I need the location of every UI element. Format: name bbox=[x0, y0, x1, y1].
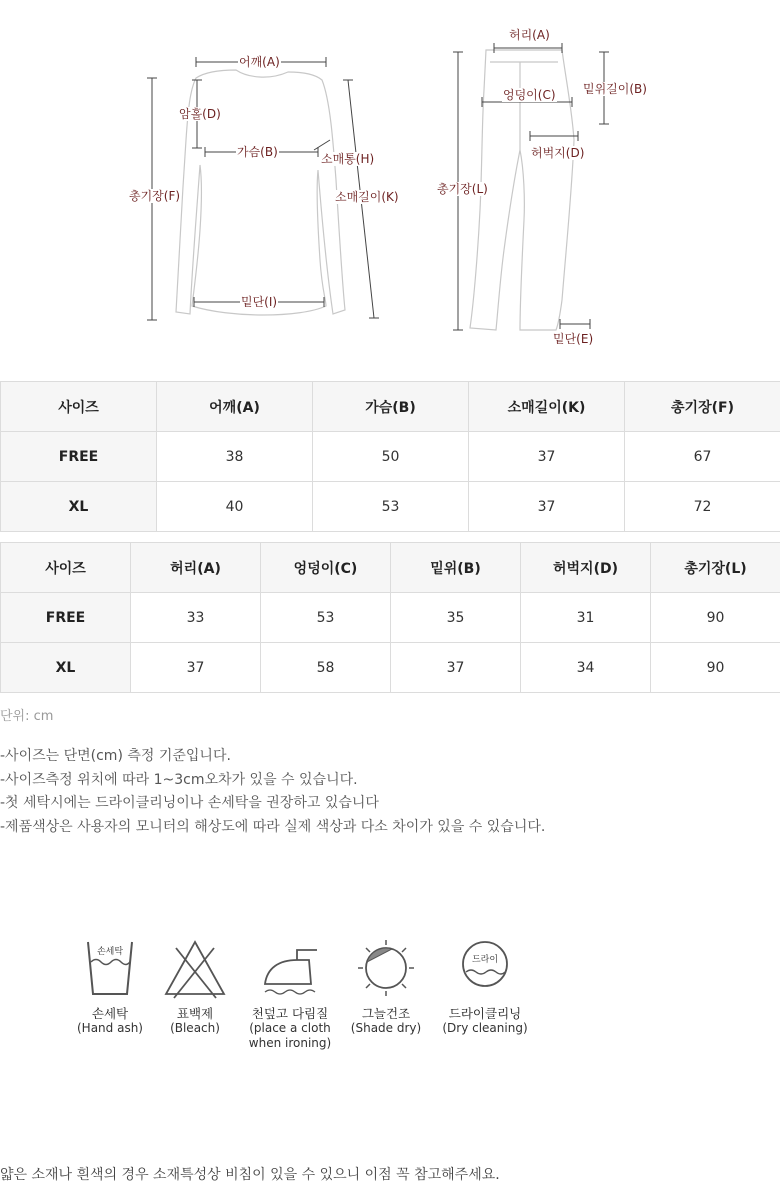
care-label-en: (place a cloth when ironing) bbox=[248, 1021, 332, 1050]
header-cell: 사이즈 bbox=[1, 382, 157, 432]
note-line: -제품색상은 사용자의 모니터의 해상도에 따라 실제 색상과 다소 차이가 있을 수 있습니다. bbox=[0, 818, 546, 835]
value-cell: 37 bbox=[469, 432, 625, 482]
label-sleeve-width: 소매통(H) bbox=[321, 152, 375, 166]
hand-wash-icon bbox=[80, 938, 140, 1000]
table-header-row bbox=[1, 382, 780, 432]
value-cell: 53 bbox=[261, 593, 391, 643]
note-line: -사이즈는 단면(cm) 측정 기준입니다. bbox=[0, 748, 231, 764]
care-label-en: (Hand ash) bbox=[77, 1021, 143, 1035]
note-line: -사이즈측정 위치에 따라 1~3cm오차가 있을 수 있습니다. bbox=[0, 771, 358, 788]
value-cell: 35 bbox=[391, 593, 521, 643]
care-no-bleach bbox=[147, 938, 243, 1036]
care-label-ko: 그늘건조 bbox=[361, 1006, 411, 1021]
label-top-total-length: 총기장(F) bbox=[129, 189, 181, 203]
iron-icon bbox=[257, 938, 323, 1000]
dry-clean-icon bbox=[455, 938, 515, 1000]
table-row bbox=[1, 593, 780, 643]
header-cell: 총기장(L) bbox=[651, 543, 780, 593]
shade-dry-icon bbox=[353, 938, 419, 1000]
care-label-en: (Dry cleaning) bbox=[442, 1021, 528, 1035]
footer-notice: 얇은 소재나 흰색의 경우 소재특성상 비침이 있을 수 있으니 이점 꼭 참고해주세요. bbox=[0, 1167, 500, 1183]
care-shade-dry bbox=[338, 938, 434, 1036]
care-label-ko: 천덮고 다림질 bbox=[251, 1006, 329, 1021]
value-cell: 53 bbox=[313, 482, 469, 532]
value-cell: 31 bbox=[521, 593, 651, 643]
header-cell: 허리(A) bbox=[131, 543, 261, 593]
value-cell: 37 bbox=[131, 643, 261, 693]
header-cell: 어깨(A) bbox=[157, 382, 313, 432]
header-cell: 밑위(B) bbox=[391, 543, 521, 593]
size-notes bbox=[0, 745, 545, 839]
care-label-en: (Shade dry) bbox=[350, 1021, 422, 1035]
value-cell: 90 bbox=[651, 593, 780, 643]
value-cell: 37 bbox=[469, 482, 625, 532]
value-cell: 58 bbox=[261, 643, 391, 693]
care-label-ko: 표백제 bbox=[176, 1006, 214, 1021]
header-cell: 소매길이(K) bbox=[469, 382, 625, 432]
label-hip: 엉덩이(C) bbox=[503, 88, 556, 102]
unit-label: 단위: cm bbox=[0, 709, 54, 724]
label-pants-total-length: 총기장(L) bbox=[437, 182, 488, 196]
value-cell: 33 bbox=[131, 593, 261, 643]
header-cell: 총기장(F) bbox=[625, 382, 780, 432]
header-cell: 엉덩이(C) bbox=[261, 543, 391, 593]
dry-clean-icon-text: 드라이 bbox=[471, 955, 499, 965]
label-chest: 가슴(B) bbox=[237, 145, 278, 159]
no-bleach-icon bbox=[162, 938, 228, 1000]
size-cell: XL bbox=[1, 482, 157, 532]
care-iron bbox=[242, 938, 338, 1051]
label-thigh: 허벅지(D) bbox=[531, 146, 585, 160]
care-label-en: (Bleach) bbox=[170, 1021, 220, 1035]
value-cell: 50 bbox=[313, 432, 469, 482]
care-hand-wash bbox=[62, 938, 158, 1036]
table-row bbox=[1, 643, 780, 693]
value-cell: 67 bbox=[625, 432, 780, 482]
label-armhole: 암홀(D) bbox=[179, 107, 221, 121]
value-cell: 72 bbox=[625, 482, 780, 532]
size-cell: FREE bbox=[1, 593, 131, 643]
table-row bbox=[1, 482, 780, 532]
value-cell: 40 bbox=[157, 482, 313, 532]
pants-size-table bbox=[0, 542, 780, 693]
label-rise: 밑위길이(B) bbox=[583, 82, 647, 96]
label-waist: 허리(A) bbox=[509, 28, 550, 42]
measurement-diagram bbox=[0, 0, 780, 370]
care-label-ko: 손세탁 bbox=[91, 1006, 129, 1021]
value-cell: 38 bbox=[157, 432, 313, 482]
label-shoulder: 어깨(A) bbox=[239, 55, 280, 69]
size-cell: FREE bbox=[1, 432, 157, 482]
care-label-ko: 드라이클리닝 bbox=[448, 1006, 522, 1021]
label-top-hem: 밑단(I) bbox=[241, 295, 278, 309]
header-cell: 허벅지(D) bbox=[521, 543, 651, 593]
note-line: -첫 세탁시에는 드라이클리닝이나 손세탁을 권장하고 있습니다 bbox=[0, 795, 379, 811]
header-cell: 가슴(B) bbox=[313, 382, 469, 432]
care-dry-clean bbox=[437, 938, 533, 1036]
header-cell: 사이즈 bbox=[1, 543, 131, 593]
size-cell: XL bbox=[1, 643, 131, 693]
garment-illustration bbox=[0, 0, 780, 370]
top-size-table bbox=[0, 381, 780, 532]
table-row bbox=[1, 432, 780, 482]
label-sleeve-length: 소매길이(K) bbox=[335, 190, 399, 204]
value-cell: 34 bbox=[521, 643, 651, 693]
value-cell: 90 bbox=[651, 643, 780, 693]
hand-wash-icon-text: 손세탁 bbox=[96, 947, 124, 957]
value-cell: 37 bbox=[391, 643, 521, 693]
label-pants-hem: 밑단(E) bbox=[553, 332, 594, 346]
table-header-row bbox=[1, 543, 780, 593]
